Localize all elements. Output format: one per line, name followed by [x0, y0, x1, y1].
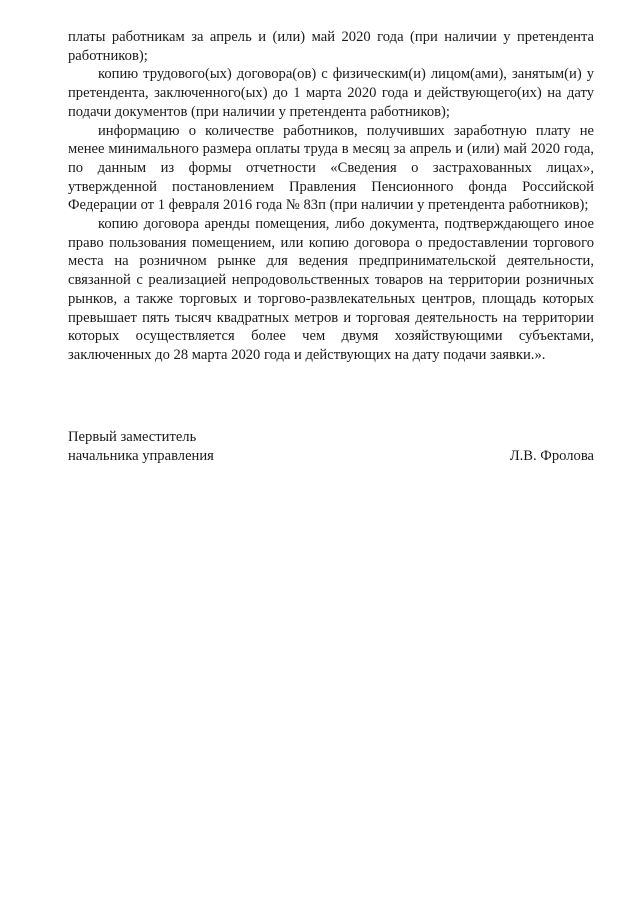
- document-body: [68, 28, 594, 365]
- signature-block: [68, 428, 594, 465]
- signatory-position-line1: Первый заместитель: [68, 429, 197, 445]
- paragraph-employee-count: информацию о количестве работников, получивших заработную плату не менее минимального размера оплаты труда в месяц за апрель и (или) май 2020 года, по данным из формы отчетности «Сведения о застрахованных лицах», утвержденной постановлением Правления Пенсионного фонда Российской Федерации от 1 февраля 2016 года № 83п (при наличии у претендента работников);: [68, 122, 594, 214]
- signatory-name: Л.В. Фролова: [509, 447, 594, 464]
- paragraph-lease-agreement: копию договора аренды помещения, либо документа, подтверждающего иное право пользования помещением, или копию договора о предоставлении торгового места на розничном рынке для ведения предпринимательской деятельности, связанной с реализацией непродовольственных товаров на территории розничных рынков, а также торговых и торгово-развлекательных центров, площадь которых превышает пять тысяч квадратных метров и торговая деятельность на территории которых осуществляется более чем двумя хозяйствующими субъектами, заключенных до 28 марта 2020 года и действующих на дату подачи заявки.».: [68, 216, 594, 363]
- paragraph-employment-contracts: копию трудового(ых) договора(ов) с физическим(и) лицом(ами), занятым(и) у претендента, заключенного(ых) до 1 марта 2020 года и действующего(их) на дату подачи документов (при наличии у претендента работников);: [68, 66, 594, 120]
- paragraph-continuation: платы работникам за апрель и (или) май 2020 года (при наличии у претендента работников);: [68, 29, 594, 64]
- signatory-position-line2: начальника управления: [68, 447, 214, 464]
- signature-row: [68, 447, 594, 466]
